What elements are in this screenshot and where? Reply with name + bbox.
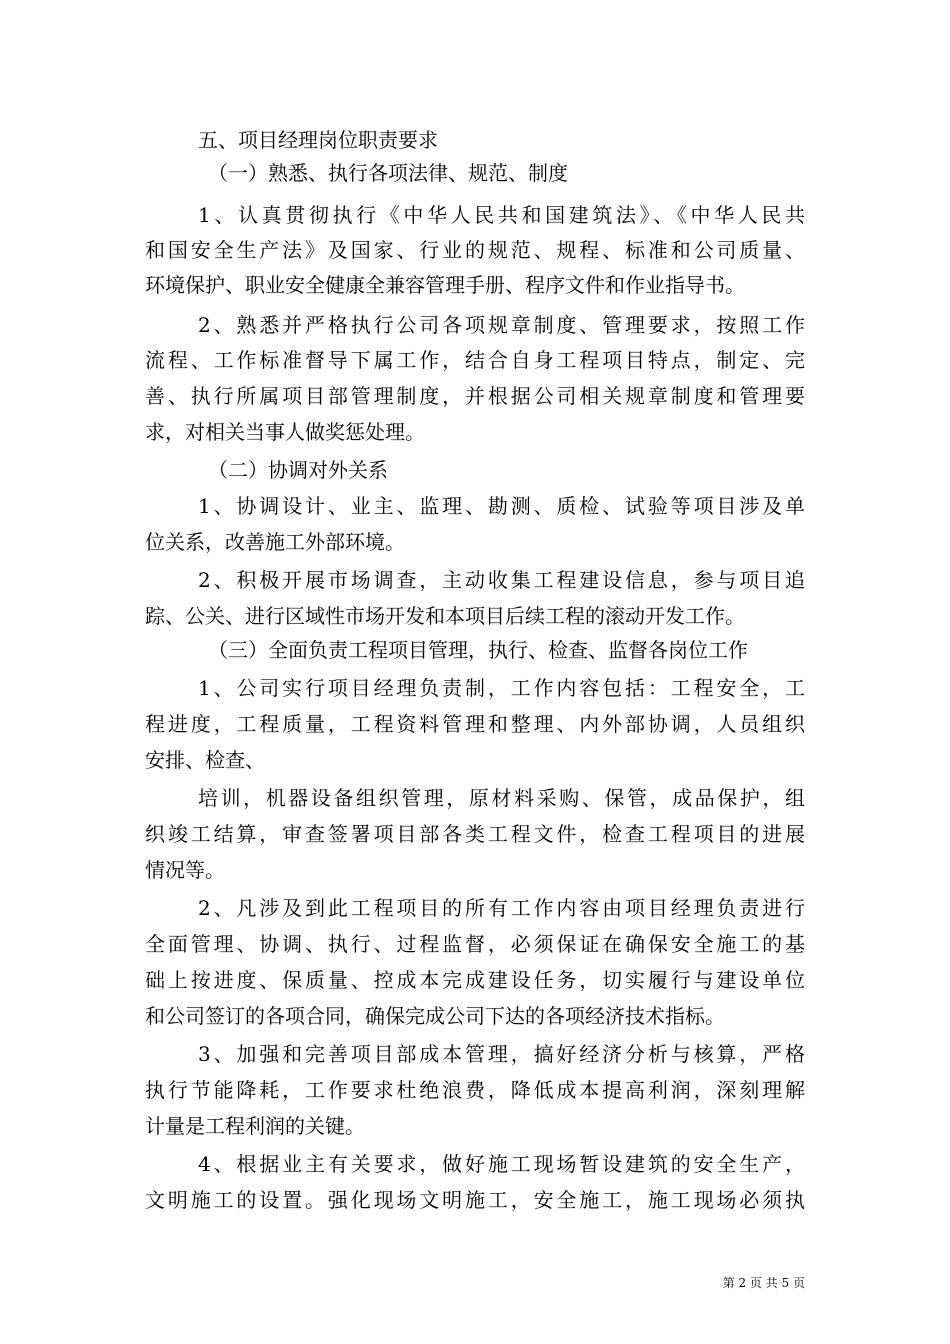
text-line: 踪、公关、进行区域性市场开发和本项目后续工程的滚动开发工作。	[145, 604, 745, 628]
text-line: 全面管理、协调、执行、过程监督，必须保证在确保安全施工的基	[145, 932, 805, 956]
text-line: 3、加强和完善项目部成本管理，搞好经济分析与核算，严格	[198, 1042, 805, 1066]
section-heading: 五、项目经理岗位职责要求	[198, 128, 438, 152]
text-line: 执行节能降耗，工作要求杜绝浪费，降低成本提高利润，深刻理解	[145, 1078, 805, 1102]
text-line: 流程、工作标准督导下属工作，结合自身工程项目特点，制定、完	[145, 348, 805, 372]
text-line: 2、凡涉及到此工程项目的所有工作内容由项目经理负责进行	[198, 896, 805, 920]
text-line: 培训，机器设备组织管理，原材料采购、保管，成品保护，组	[198, 786, 805, 810]
subsection-heading: （二）协调对外关系	[208, 458, 388, 482]
text-line: 情况等。	[145, 858, 225, 882]
text-line: 和公司签订的各项合同，确保完成公司下达的各项经济技术指标。	[145, 1004, 725, 1028]
text-line: 1、协调设计、业主、监理、勘测、质检、试验等项目涉及单	[198, 494, 805, 518]
text-line: 和国安全生产法》及国家、行业的规范、规程、标准和公司质量、	[145, 238, 805, 262]
text-line: 织竣工结算，审查签署项目部各类工程文件，检查工程项目的进展	[145, 822, 805, 846]
text-line: 1、公司实行项目经理负责制，工作内容包括：工程安全，工	[198, 676, 805, 700]
subsection-heading: （三）全面负责工程项目管理，执行、检查、监督各岗位工作	[208, 638, 748, 662]
text-line: 程进度，工程质量，工程资料管理和整理、内外部协调，人员组织	[145, 712, 805, 736]
text-line: 求，对相关当事人做奖惩处理。	[145, 420, 425, 444]
text-line: 安排、检查、	[145, 748, 265, 772]
text-line: 善、执行所属项目部管理制度，并根据公司相关规章制度和管理要	[145, 384, 805, 408]
text-line: 2、熟悉并严格执行公司各项规章制度、管理要求，按照工作	[198, 313, 805, 337]
page-number: 第 2 页 共 5 页	[722, 1276, 805, 1290]
text-line: 位关系，改善施工外部环境。	[145, 530, 405, 554]
text-line: 文明施工的设置。强化现场文明施工，安全施工，施工现场必须执	[145, 1188, 805, 1212]
text-line: 环境保护、职业安全健康全兼容管理手册、程序文件和作业指导书。	[145, 273, 745, 297]
subsection-heading: （一）熟悉、执行各项法律、规范、制度	[208, 161, 568, 185]
text-line: 2、积极开展市场调查，主动收集工程建设信息，参与项目追	[198, 568, 805, 592]
text-line: 计量是工程利润的关键。	[145, 1114, 365, 1138]
text-line: 4、根据业主有关要求，做好施工现场暂设建筑的安全生产，	[198, 1152, 805, 1176]
text-line: 础上按进度、保质量、控成本完成建设任务，切实履行与建设单位	[145, 968, 805, 992]
text-line: 1、认真贯彻执行《中华人民共和国建筑法》、《中华人民共	[198, 203, 805, 227]
